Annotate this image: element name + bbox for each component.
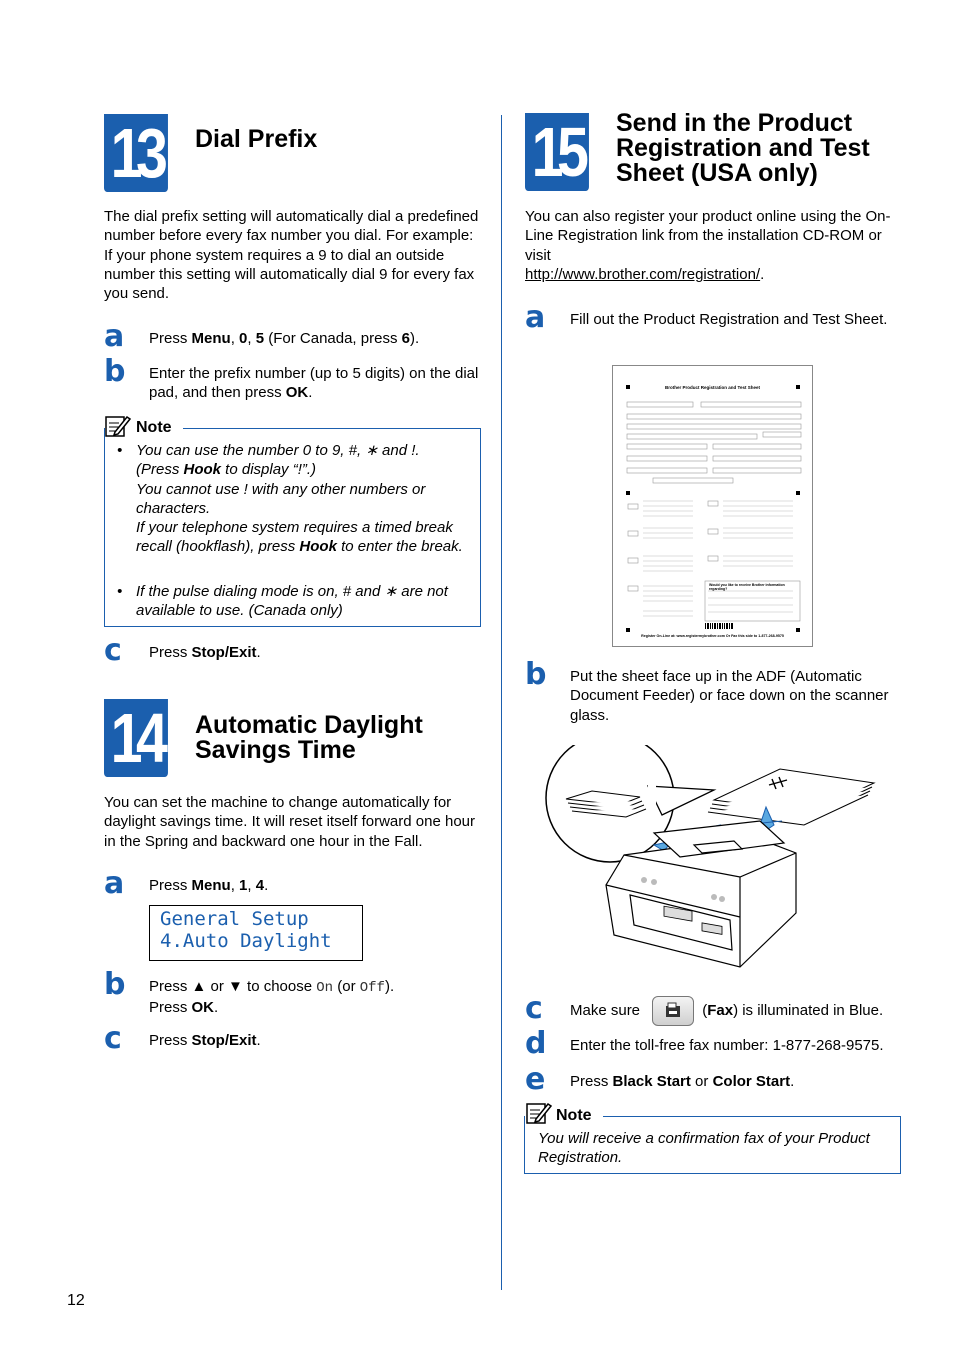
- step-14-c-letter: c: [104, 1021, 122, 1056]
- page-number: 12: [67, 1292, 85, 1309]
- sheet-footer: Register On-Line at: www.registermybrother.com Or Fax this side to 1-877-268-9575: [641, 634, 784, 638]
- step-13-b-letter: b: [104, 354, 126, 389]
- step-14-intro: You can set the machine to change automatically for daylight savings time. It will reset itself forward one hour in the Spring and backward one hour in the Fall.: [104, 794, 475, 850]
- step-14-a-letter: a: [104, 866, 125, 901]
- step-13-note-bullet-2: If the pulse dialing mode is on, # and ∗ are not available to use. (Canada only): [136, 583, 448, 620]
- step-13-note-bullet-1: You can use the number 0 to 9, #, ∗ and !. (Press Hook to display “!”.) You cannot use ! with any other numbers or characters. If your telephone system requires a timed break recall (hookflash), press Hook to enter the break.: [136, 442, 463, 556]
- step-14-b-letter: b: [104, 967, 126, 1002]
- step-15-a-letter: a: [525, 300, 546, 335]
- step-13-intro: The dial prefix setting will automatically dial a predefined number before every fax number you dial. For example: If your phone system requires a 9 to dial an outside number this setting will automatically dial 9 for every fax you send.: [104, 208, 479, 303]
- step-15-d-text: Enter the toll-free fax number: 1-877-268-9575.: [570, 1037, 884, 1054]
- step-15-badge: 15: [525, 113, 589, 191]
- column-divider: [501, 115, 502, 1290]
- note-pencil-icon: [526, 1101, 552, 1125]
- step-13-c-letter: c: [104, 633, 122, 668]
- step-15-d-letter: d: [525, 1026, 547, 1061]
- step-14-title: Automatic Daylight Savings Time: [195, 711, 423, 764]
- step-13-a-text: Press Menu, 0, 5 (For Canada, press 6).: [149, 330, 420, 347]
- step-15-e-text: Press Black Start or Color Start.: [570, 1073, 795, 1090]
- step-13-b-text: Enter the prefix number (up to 5 digits) on the dial pad, and then press OK.: [149, 365, 479, 402]
- machine-illustration: [544, 745, 900, 975]
- lcd-display: General Setup 4.Auto Daylight: [149, 905, 363, 961]
- step-14-a-text: Press Menu, 1, 4.: [149, 877, 269, 894]
- step-15-note-text: You will receive a confirmation fax of your Product Registration.: [538, 1130, 870, 1167]
- step-13-c-text: Press Stop/Exit.: [149, 644, 261, 661]
- sheet-survey-title: Would you like to receive Brother information regarding?: [709, 583, 785, 591]
- registration-sheet-image: [612, 365, 813, 647]
- step-13-a-letter: a: [104, 319, 125, 354]
- step-14-badge: 14: [104, 699, 168, 777]
- registration-sheet-drawing: [613, 366, 812, 646]
- step-14-b-text: Press ▲ or ▼ to choose On (or Off). Press OK.: [149, 978, 395, 1017]
- step-15-note-title: Note: [556, 1107, 592, 1124]
- step-15-a-text: Fill out the Product Registration and Test Sheet.: [570, 311, 888, 328]
- step-13-note-title: Note: [136, 419, 172, 436]
- registration-link[interactable]: http://www.brother.com/registration/: [525, 265, 761, 283]
- step-15-c-letter: c: [525, 991, 543, 1026]
- step-15-b-letter: b: [525, 657, 547, 692]
- step-14-c-text: Press Stop/Exit.: [149, 1032, 261, 1049]
- fax-button-icon: [652, 996, 694, 1026]
- bullet-icon: •: [117, 442, 123, 459]
- sheet-title: Brother Product Registration and Test Sheet: [665, 385, 760, 390]
- step-15-e-letter: e: [525, 1062, 546, 1097]
- step-15-b-text: Put the sheet face up in the ADF (Automatic Document Feeder) or face down on the scanner glass.: [570, 668, 889, 724]
- note-pencil-icon: [105, 414, 131, 438]
- step-13-title: Dial Prefix: [195, 125, 318, 153]
- step-15-c-text: Make sure (Fax) is illuminated in Blue.: [570, 996, 883, 1026]
- step-15-intro: You can also register your product online using the On-Line Registration link from the installation CD-ROM or visit http://www.brother.com/registration/.: [525, 208, 891, 283]
- step-15-title: Send in the Product Registration and Test Sheet (USA only): [616, 109, 870, 187]
- bullet-icon: •: [117, 583, 123, 600]
- step-13-badge: 13: [104, 114, 168, 192]
